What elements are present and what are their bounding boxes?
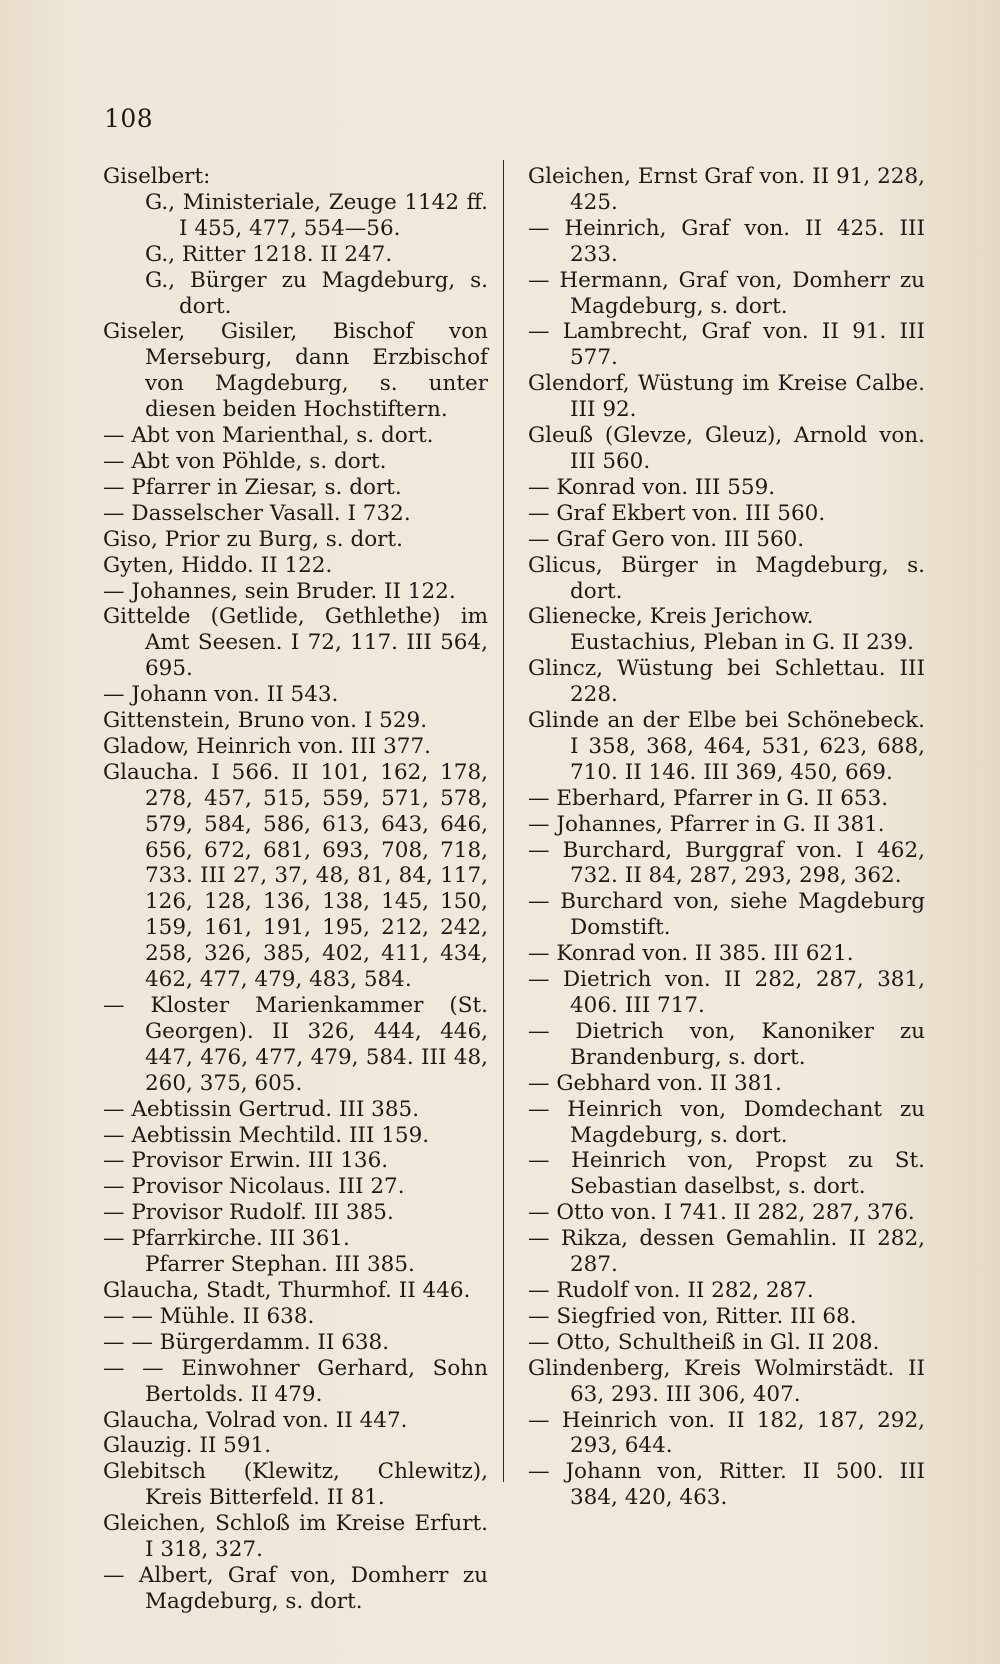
index-entry: Glaucha, Volrad von. II 447.: [103, 1407, 408, 1433]
column-divider: [503, 160, 504, 1482]
index-entry: — — Mühle. II 638.: [103, 1303, 315, 1329]
index-entry: Glaucha. I 566. II 101, 162, 178, 278, 457, 515, 559, 571, 578, 579, 584, 586, 613, 643, 646, 656, 672, 681, 693, 708, 718, 733. III 27, 37, 48, 81, 84, 117, 126, 128, 136, 138, 145, 150, 159, 161, 191, 195, 212, 242, 258, 326, 385, 402, 411, 434, 462, 477, 479, 483, 584.: [103, 759, 488, 993]
index-entry: Gyten, Hiddo. II 122.: [103, 552, 333, 578]
index-entry: — Aebtissin Gertrud. III 385.: [103, 1096, 420, 1122]
index-entry: — Konrad von. III 559.: [528, 474, 776, 500]
right-column: [528, 164, 925, 1511]
index-entry: — Dietrich von, Kanoniker zu Brandenburg, s. dort.: [528, 1018, 925, 1070]
index-entry: — Johann von, Ritter. II 500. III 384, 420, 463.: [528, 1459, 925, 1511]
index-entry: — Konrad von. II 385. III 621.: [528, 941, 854, 967]
left-column: [103, 164, 488, 1615]
index-entry: Giselbert:: [103, 164, 211, 189]
index-entry: — Eberhard, Pfarrer in G. II 653.: [528, 785, 889, 811]
index-entry: — Heinrich, Graf von. II 425. III 233.: [528, 215, 925, 267]
index-entry: — — Bürgerdamm. II 638.: [103, 1329, 390, 1355]
index-entry: Gleuß (Glevze, Gleuz), Arnold von. III 560.: [528, 423, 925, 474]
index-entry: Gittenstein, Bruno von. I 529.: [103, 708, 428, 734]
index-entry: — Johannes, sein Bruder. II 122.: [103, 578, 456, 604]
index-entry: Eustachius, Pleban in G. II 239.: [570, 630, 914, 656]
index-entry: — — Einwohner Gerhard, Sohn Bertolds. II 479.: [103, 1355, 488, 1407]
index-entry: Pfarrer Stephan. III 385.: [145, 1252, 415, 1278]
index-entry: Glindenberg, Kreis Wolmirstädt. II 63, 293. III 306, 407.: [528, 1355, 925, 1407]
index-entry: — Abt von Marienthal, s. dort.: [103, 423, 434, 449]
index-entry: — Johannes, Pfarrer in G. II 381.: [528, 811, 885, 837]
index-entry: — Aebtissin Mechtild. III 159.: [103, 1122, 430, 1148]
index-entry: — Graf Gero von. III 560.: [528, 526, 805, 552]
page-number: 108: [104, 104, 154, 133]
index-entry: G., Ministeriale, Zeuge 1142 ff. I 455, 477, 554—56.: [145, 189, 488, 241]
index-entry: — Dietrich von. II 282, 287, 381, 406. III 717.: [528, 967, 925, 1018]
index-entry: — Otto, Schultheiß in Gl. II 208.: [528, 1329, 880, 1355]
index-entry: — Pfarrkirche. III 361.: [103, 1226, 350, 1252]
index-entry: Glicus, Bürger in Magdeburg, s. dort.: [528, 552, 925, 604]
index-entry: — Gebhard von. II 381.: [528, 1070, 782, 1096]
index-entry: — Kloster Marienkammer (St. Georgen). II 326, 444, 446, 447, 476, 477, 479, 584. III 48, 260, 375, 605.: [103, 993, 488, 1096]
index-entry: — Provisor Erwin. III 136.: [103, 1148, 389, 1174]
index-entry: Gleichen, Ernst Graf von. II 91, 228, 425.: [528, 164, 925, 215]
index-entry: — Graf Ekbert von. III 560.: [528, 500, 826, 526]
index-entry: Glienecke, Kreis Jerichow.: [528, 604, 814, 630]
index-entry: — Hermann, Graf von, Domherr zu Magdeburg, s. dort.: [528, 267, 925, 319]
index-entry: Giso, Prior zu Burg, s. dort.: [103, 526, 403, 552]
index-entry: Gleichen, Schloß im Kreise Erfurt. I 318, 327.: [103, 1511, 488, 1563]
index-entry: Glendorf, Wüstung im Kreise Calbe. III 92.: [528, 371, 925, 423]
index-entry: G., Bürger zu Magdeburg, s. dort.: [145, 267, 488, 319]
index-entry: — Dasselscher Vasall. I 732.: [103, 500, 411, 526]
index-entry: — Lambrecht, Graf von. II 91. III 577.: [528, 319, 925, 371]
index-entry: Glebitsch (Klewitz, Chlewitz), Kreis Bitterfeld. II 81.: [103, 1459, 488, 1511]
index-entry: — Otto von. I 741. II 282, 287, 376.: [528, 1200, 915, 1226]
index-entry: — Albert, Graf von, Domherr zu Magdeburg, s. dort.: [103, 1562, 488, 1614]
index-entry: — Rikza, dessen Gemahlin. II 282, 287.: [528, 1226, 925, 1278]
index-entry: — Burchard von, siehe Magdeburg Domstift.: [528, 889, 925, 941]
index-entry: — Heinrich von, Propst zu St. Sebastian daselbst, s. dort.: [528, 1148, 925, 1200]
index-entry: Gladow, Heinrich von. III 377.: [103, 733, 431, 759]
index-entry: Gittelde (Getlide, Gethlethe) im Amt Seesen. I 72, 117. III 564, 695.: [103, 604, 488, 682]
index-entry: — Siegfried von, Ritter. III 68.: [528, 1303, 857, 1329]
index-entry: — Abt von Pöhlde, s. dort.: [103, 448, 387, 474]
index-entry: Glinde an der Elbe bei Schönebeck. I 358, 368, 464, 531, 623, 688, 710. II 146. III 369, 450, 669.: [528, 708, 925, 785]
index-entry: — Johann von. II 543.: [103, 682, 339, 708]
index-entry: Glincz, Wüstung bei Schlettau. III 228.: [528, 656, 925, 708]
index-entry: — Heinrich von, Domdechant zu Magdeburg, s. dort.: [528, 1096, 925, 1148]
index-entry: — Rudolf von. II 282, 287.: [528, 1277, 814, 1303]
index-entry: — Heinrich von. II 182, 187, 292, 293, 644.: [528, 1407, 925, 1459]
index-entry: Giseler, Gisiler, Bischof von Merseburg, dann Erzbischof von Magdeburg, s. unter diesen beiden Hochstiftern.: [103, 319, 488, 423]
index-entry: — Pfarrer in Ziesar, s. dort.: [103, 474, 402, 500]
index-entry: Glauzig. II 591.: [103, 1433, 272, 1459]
index-entry: G., Ritter 1218. II 247.: [145, 241, 393, 267]
index-entry: Glaucha, Stadt, Thurmhof. II 446.: [103, 1277, 471, 1303]
index-entry: — Provisor Nicolaus. III 27.: [103, 1174, 405, 1200]
index-entry: — Provisor Rudolf. III 385.: [103, 1200, 394, 1226]
index-entry: — Burchard, Burggraf von. I 462, 732. II 84, 287, 293, 298, 362.: [528, 837, 925, 889]
